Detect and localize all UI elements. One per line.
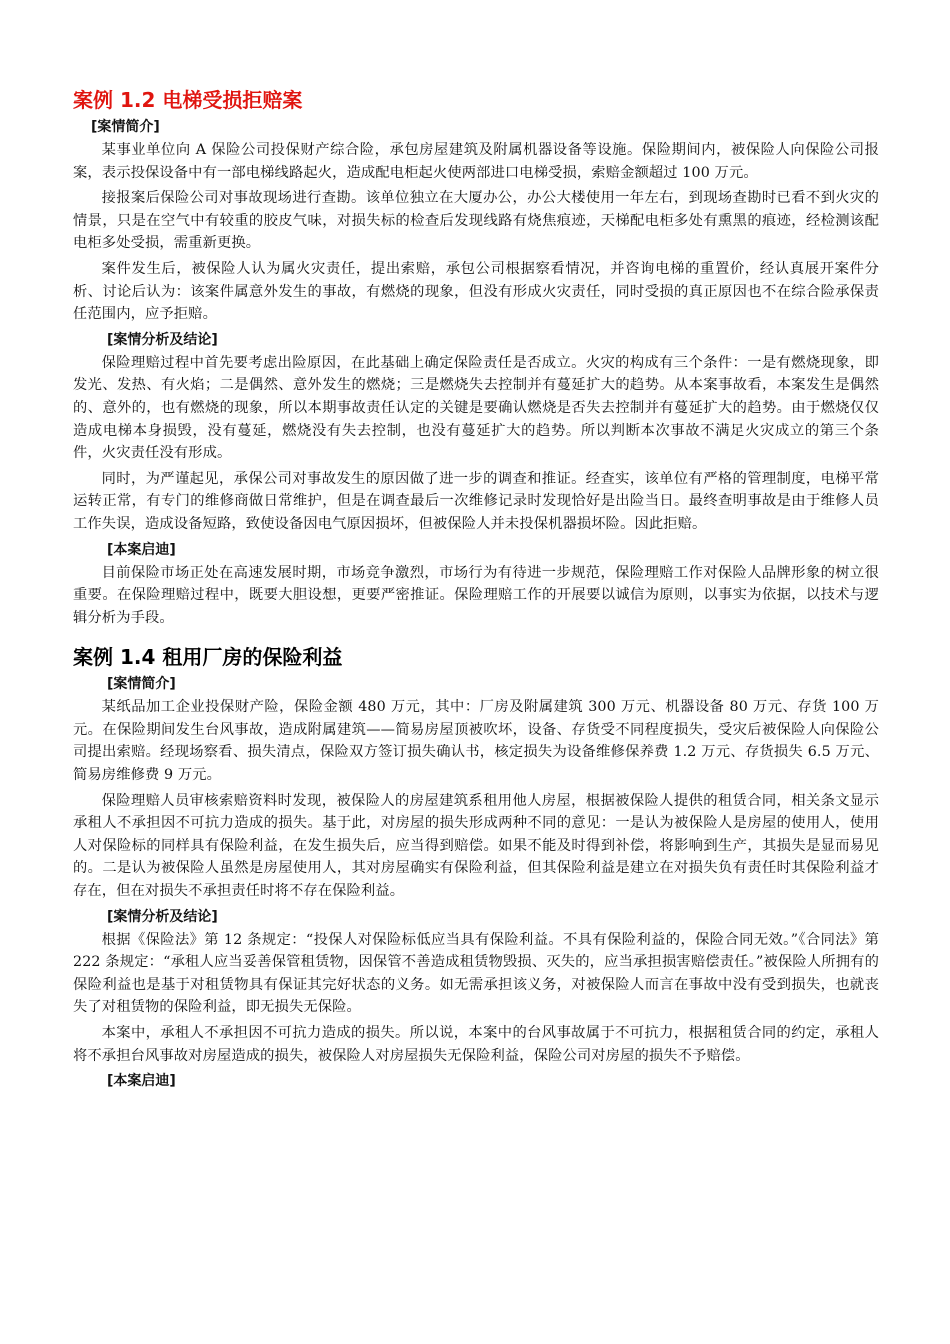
case-1-insight-heading: [本案启迪] [107,541,176,558]
case-1-insight-paragraph: 目前保险市场正处在高速发展时期，市场竞争激烈，市场行为有待进一步规范，保险理赔工作对保险人品牌形象的树立很重要。在保险理赔过程中，既要大胆设想，更要严密推证。保险理赔工作的开展要以诚信为原则，以事实为依据，以技术与逻辑分析为手段。 [73,564,879,626]
case-2-title: 案例 1.4 租用厂房的保险利益 [73,645,343,670]
case-2-intro-paragraph: 某纸品加工企业投保财产险，保险金额 480 万元，其中：厂房及附属建筑 300 万元、机器设备 80 万元、存货 100 万元。在保险期间发生台风事故，造成附属建筑——简易房屋顶被吹坏，设备、存货受不同程度损失，受灾后被保险人向保险公司提出索赔。经现场察看、损失清点，保险双方签订损失确认书，核定损失为设备维修保养费 1.2 万元、存货损失 6.5 万元、简易房维修费 9 万元。 [73,699,879,784]
case-2-intro-paragraph: 保险理赔人员审核索赔资料时发现，被保险人的房屋建筑系租用他人房屋，根据被保险人提供的租赁合同，相关条文显示承租人不承担因不可抗力造成的损失。基于此，对房屋的损失形成两种不同的意见：一是认为被保险人是房屋的使用人，使用人对保险标的同样具有保险利益，在发生损失后，应当得到赔偿。如果不能及时得到补偿，将影响到生产，其损失是显而易见的。二是认为被保险人虽然是房屋使用人，其对房屋确实有保险利益，但其保险利益是建立在对损失负有责任时其保险利益才存在，但在对损失不承担责任时将不存在保险利益。 [73,792,879,900]
case-1-intro-heading: [案情简介] [91,119,160,135]
case-1-analysis-heading: [案情分析及结论] [107,331,218,348]
case-1-intro-paragraph: 接报案后保险公司对事故现场进行查勘。该单位独立在大厦办公，办公大楼使用一年左右，到现场查勘时已看不到火灾的情景，只是在空气中有较重的胶皮气味，对损失标的检查后发现线路有烧焦痕迹，天梯配电柜多处有熏黑的痕迹，经检测该配电柜多处受损，需重新更换。 [73,190,879,252]
case-2-analysis-paragraph: 本案中，承租人不承担因不可抗力造成的损失。所以说，本案中的台风事故属于不可抗力，根据租赁合同的约定，承租人将不承担台风事故对房屋造成的损失，被保险人对房屋损失无保险利益，保险公司对房屋的损失不予赔偿。 [73,1025,879,1064]
case-1-intro-paragraph: 某事业单位向 A 保险公司投保财产综合险，承包房屋建筑及附属机器设备等设施。保险期间内，被保险人向保险公司报案，表示投保设备中有一部电梯线路起火，造成配电柜起火使两部进口电梯受损，索赔金额超过 100 万元。 [73,142,879,181]
case-2-insight-heading: [本案启迪] [107,1073,176,1090]
case-2-analysis-heading: [案情分析及结论] [107,908,218,925]
case-2-intro-heading: [案情简介] [107,676,176,693]
document-page [73,86,879,1093]
case-1-title: 案例 1.2 电梯受损拒赔案 [73,88,303,112]
case-1-analysis-paragraph: 同时，为严谨起见，承保公司对事故发生的原因做了进一步的调查和推证。经查实，该单位有严格的管理制度，电梯平常运转正常，有专门的维修商做日常维护，但是在调查最后一次维修记录时发现恰好是出险当日。最终查明事故是由于维修人员工作失误，造成设备短路，致使设备因电气原因损坏，但被保险人并未投保机器损坏险。因此拒赔。 [73,470,879,532]
case-2-analysis-paragraph: 根据《保险法》第 12 条规定：“投保人对保险标低应当具有保险利益。不具有保险利益的，保险合同无效。”《合同法》第 222 条规定：“承租人应当妥善保管租赁物，因保管不善造成租赁物毁损、灭失的，应当承担损害赔偿责任。”被保险人所拥有的保险利益也是基于对租赁物具有保证其完好状态的义务。如无需承担该义务，对被保险人而言在事故中没有受到损失，也就丧失了对租赁物的保险利益，即无损失无保险。 [73,931,879,1016]
case-1-intro-paragraph: 案件发生后，被保险人认为属火灾责任，提出索赔，承包公司根据察看情况，并咨询电梯的重置价，经认真展开案件分析、讨论后认为：该案件属意外发生的事故，有燃烧的现象，但没有形成火灾责任，同时受损的真正原因也不在综合险承保责任范围内，应予拒赔。 [73,260,879,323]
case-1-analysis-paragraph: 保险理赔过程中首先要考虑出险原因，在此基础上确定保险责任是否成立。火灾的构成有三个条件：一是有燃烧现象，即发光、发热、有火焰；二是偶然、意外发生的燃烧；三是燃烧失去控制并有蔓延扩大的趋势。从本案事故看，本案发生是偶然的、意外的，也有燃烧的现象，所以本期事故责任认定的关键是要确认燃烧是否失去控制并有蔓延扩大的趋势。由于燃烧仅仅造成电梯本身损毁，没有蔓延，燃烧没有失去控制，也没有蔓延扩大的趋势。所以判断本次事故不满足火灾成立的第三个条件，火灾责任没有形成。 [73,354,879,462]
